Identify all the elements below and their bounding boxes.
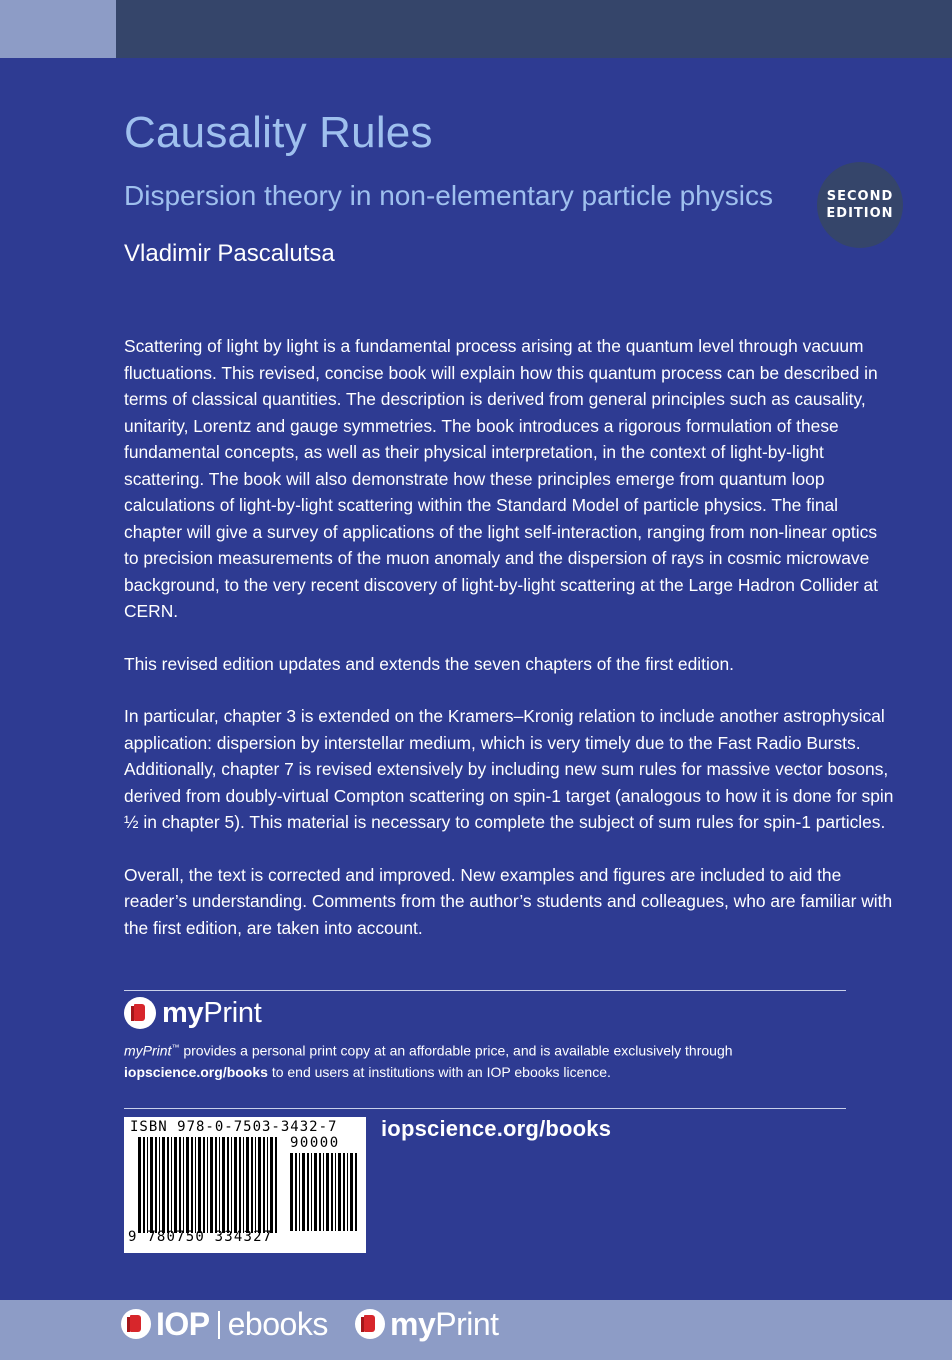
isbn-barcode bbox=[124, 1117, 366, 1253]
book-icon bbox=[124, 997, 156, 1029]
footer-iop-text: IOP bbox=[156, 1305, 210, 1342]
book-author: Vladimir Pascalutsa bbox=[124, 240, 335, 267]
myprint-description bbox=[124, 1037, 844, 1083]
myprint-desc-link: iopscience.org/books bbox=[124, 1063, 268, 1080]
description-paragraph: This revised edition updates and extends the seven chapters of the first edition. bbox=[124, 653, 735, 674]
book-title: Causality Rules bbox=[124, 108, 433, 157]
top-left-color-block bbox=[0, 0, 116, 58]
top-color-band bbox=[116, 0, 952, 58]
myprint-footer-logo bbox=[355, 1304, 499, 1344]
myprint-desc-text2: to end users at institutions with an IOP ebooks licence. bbox=[267, 1063, 611, 1080]
barcode-bars bbox=[138, 1137, 278, 1233]
iopscience-link[interactable]: iopscience.org/books bbox=[381, 1116, 612, 1141]
edition-badge-line1: SECOND bbox=[826, 189, 894, 204]
myprint-logo-print: Print bbox=[203, 996, 262, 1029]
description-paragraph: Overall, the text is corrected and improved. New examples and figures are included to aid the reader’s understanding. Comments from the author’s students and colleagues, who are familiar with the first edition, are taken into account. bbox=[124, 864, 893, 938]
book-icon bbox=[355, 1309, 385, 1339]
description-paragraph: In particular, chapter 3 is extended on the Kramers–Kronig relation to include another astrophysical application: dispersion by interstellar medium, which is very timely due to the Fast Radio Bursts. Additionally, chapter 7 is revised extensively by including new sum rules for massive vector bosons, derived from doubly-virtual Compton scattering on spin-1 target (analogous to how it is done for spin ½ in chapter 5). This material is necessary to complete the subject of sum rules for spin-1 particles. bbox=[124, 706, 894, 832]
divider bbox=[124, 990, 846, 991]
edition-badge bbox=[817, 162, 903, 248]
barcode-digits: 9 780750 334327 bbox=[128, 1229, 273, 1245]
myprint-brand: myPrint bbox=[124, 1042, 172, 1059]
edition-badge-line2: EDITION bbox=[826, 206, 894, 221]
description-paragraph: Scattering of light by light is a fundamental process arising at the quantum level through vacuum fluctuations. This revised, concise book will explain how this quantum process can be described in terms of classical quantities. The description is derived from general principles such as causality, unitarity, Lorentz and gauge symmetries. The book introduces a rigorous formulation of these fundamental concepts, as well as their physical interpretation, in the context of light-by-light scattering. The book will also demonstrate how these principles emerge from quantum loop calculations of light-by-light scattering within the Standard Model of particle physics. The final chapter will give a survey of applications of the light self-interaction, ranging from non-linear optics to precision measurements of the muon anomaly and the dispersion of rays in cosmic microwave background, to the very recent discovery of light-by-light scattering at the Large Hadron Collider at CERN. bbox=[124, 336, 878, 621]
book-icon bbox=[121, 1309, 151, 1339]
footer-ebooks-text: ebooks bbox=[227, 1305, 328, 1342]
myprint-desc-text1: provides a personal print copy at an affordable price, and is available exclusively through bbox=[179, 1042, 733, 1059]
footer-print-text: Print bbox=[435, 1305, 499, 1342]
barcode-addon-bars bbox=[290, 1153, 360, 1231]
iop-ebooks-logo bbox=[121, 1304, 328, 1344]
divider bbox=[124, 1108, 846, 1109]
book-subtitle: Dispersion theory in non-elementary particle physics bbox=[124, 180, 773, 211]
trademark-mark: ™ bbox=[171, 1043, 180, 1052]
isbn-number: ISBN 978-0-7503-3432-7 bbox=[130, 1119, 338, 1135]
footer-my-text: my bbox=[390, 1305, 436, 1342]
myprint-logo-my: my bbox=[162, 996, 204, 1029]
myprint-logo bbox=[124, 996, 261, 1030]
barcode-addon-code: 90000 bbox=[290, 1135, 340, 1151]
book-description bbox=[124, 333, 894, 967]
